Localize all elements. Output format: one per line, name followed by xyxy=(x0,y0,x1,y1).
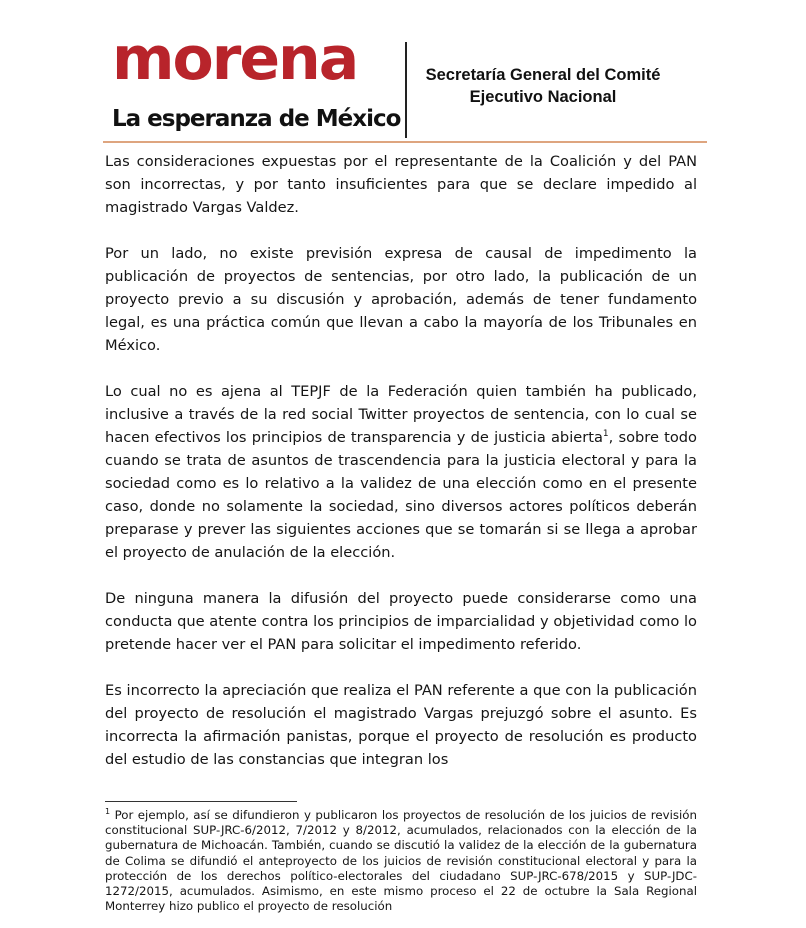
footnote-separator xyxy=(105,801,297,802)
document-body xyxy=(105,150,697,794)
footnote-text: Por ejemplo, así se difundieron y publicaron los proyectos de resolución de los juicios de revisión constitucional SUP-JRC-6/2012, 7/2012 y 8/2012, acumulados, relacionados con la elección de la gubernatura de Michoacán. También, cuando se discutió la validez de la elección de la gubernatura de Colima se difundió el anteproyecto de los juicios de revisión constitucional electoral y para la protección de los derechos político-electorales del ciudadano SUP-JRC-678/2015 y SUP-JDC-1272/2015, acumulados. Asimismo, en este mismo proceso el 22 de octubre la Sala Regional Monterrey hizo publico el proyecto de resolución xyxy=(105,808,697,914)
footnote-reference[interactable]: 1 xyxy=(602,429,609,440)
footnote-1 xyxy=(105,808,697,914)
paragraph-1: Las consideraciones expuestas por el representante de la Coalición y del PAN son incorrectas, y por tanto insuficientes para que se declare impedido al magistrado Vargas Valdez. xyxy=(105,153,697,216)
morena-logo-wordmark: morena xyxy=(112,24,358,94)
header-rule xyxy=(103,141,707,143)
header-title xyxy=(412,64,674,108)
paragraph-3-text-a: Lo cual no es ajena al TEPJF de la Federación quien también ha publicado, inclusive a través de la red social Twitter proyectos de sentencia, con lo cual se hacen efectivos los principios de transparencia y de justicia abierta xyxy=(105,383,697,446)
paragraph-3-text-b: , sobre todo cuando se trata de asuntos de trascendencia para la justicia electoral y para la sociedad como es lo relativo a la validez de una elección como en el presente caso, donde no solamente la sociedad, sino diversos actores políticos deberán preparase y prever las siguientes acciones que se tomarán si se llega a aprobar el proyecto de anulación de la elección. xyxy=(105,429,697,561)
header-title-line1: Secretaría General del Comité xyxy=(425,66,661,84)
header-divider xyxy=(405,42,407,138)
paragraph-4: De ninguna manera la difusión del proyecto puede considerarse como una conducta que atente contra los principios de imparcialidad y objetividad como lo pretende hacer ver el PAN para solicitar el impedimento referido. xyxy=(105,590,697,653)
header-title-line2: Ejecutivo Nacional xyxy=(469,88,617,106)
paragraph-3 xyxy=(105,380,697,564)
morena-logo-tagline: La esperanza de México xyxy=(112,106,401,132)
paragraph-5: Es incorrecto la apreciación que realiza el PAN referente a que con la publicación del proyecto de resolución el magistrado Vargas prejuzgó sobre el asunto. Es incorrecta la afirmación panistas, porque el proyecto de resolución es producto del estudio de las constancias que integran los xyxy=(105,682,697,768)
paragraph-2: Por un lado, no existe previsión expresa de causal de impedimento la publicación de proyectos de sentencias, por otro lado, la publicación de un proyecto previo a su discusión y aprobación, además de tener fundamento legal, es una práctica común que llevan a cabo la mayoría de los Tribunales en México. xyxy=(105,245,697,354)
footnote-mark: 1 xyxy=(105,807,111,817)
